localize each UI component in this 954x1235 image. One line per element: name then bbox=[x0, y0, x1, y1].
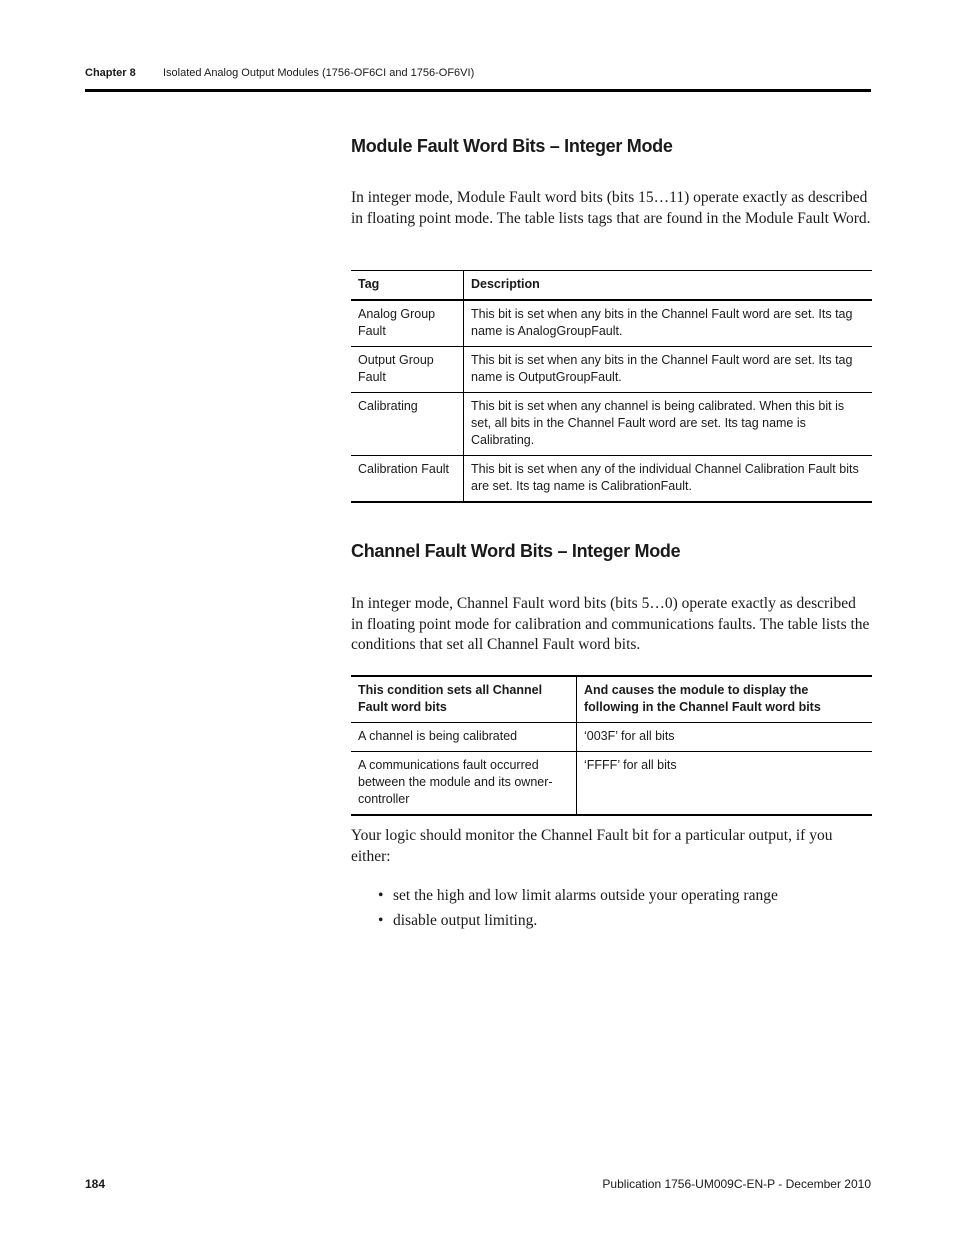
tag-cell: Calibration Fault bbox=[351, 456, 464, 503]
monitor-guidance-paragraph: Your logic should monitor the Channel Fault bit for a particular output, if you either: bbox=[351, 827, 833, 865]
section-heading-channel-fault: Channel Fault Word Bits – Integer Mode bbox=[351, 541, 681, 561]
column-header-condition: This condition sets all Channel Fault word bits bbox=[351, 676, 577, 723]
column-header-description: Description bbox=[471, 277, 540, 291]
condition-cell: A channel is being calibrated bbox=[351, 723, 577, 752]
channel-fault-conditions-table bbox=[351, 675, 872, 816]
description-cell: This bit is set when any channel is being calibrated. When this bit is set, all bits in the Channel Fault word are set. Its tag name is Calibrating. bbox=[471, 399, 845, 447]
list-item-text: disable output limiting. bbox=[393, 912, 538, 929]
description-cell: This bit is set when any bits in the Channel Fault word are set. Its tag name is OutputGroupFault. bbox=[471, 353, 853, 384]
publication-info: Publication 1756-UM009C-EN-P - December 2010 bbox=[602, 1177, 871, 1191]
condition-cell: A communications fault occurred between the module and its owner-controller bbox=[351, 752, 577, 816]
table-row bbox=[351, 723, 872, 752]
display-cell: ‘FFFF’ for all bits bbox=[584, 758, 677, 772]
header-rule bbox=[85, 89, 871, 92]
display-cell: ‘003F’ for all bits bbox=[584, 729, 675, 743]
column-header-display: And causes the module to display the following in the Channel Fault word bits bbox=[584, 683, 821, 714]
list-item bbox=[378, 911, 778, 931]
bullet-glyph: • bbox=[378, 887, 384, 904]
table-row bbox=[351, 347, 872, 393]
module-fault-intro-paragraph: In integer mode, Module Fault word bits (bits 15…11) operate exactly as described in floating point mode. The table lists tags that are found in the Module Fault Word. bbox=[351, 189, 871, 227]
table-row bbox=[351, 393, 872, 456]
list-item bbox=[378, 886, 778, 906]
description-cell: This bit is set when any bits in the Channel Fault word are set. Its tag name is AnalogGroupFault. bbox=[471, 307, 853, 338]
page-number: 184 bbox=[85, 1177, 106, 1191]
running-title: Isolated Analog Output Modules (1756-OF6CI and 1756-OF6VI) bbox=[163, 67, 475, 79]
table-row bbox=[351, 752, 872, 816]
bullet-list bbox=[378, 886, 778, 936]
chapter-label: Chapter 8 bbox=[85, 67, 136, 79]
section-heading-module-fault: Module Fault Word Bits – Integer Mode bbox=[351, 136, 673, 156]
channel-fault-intro-paragraph: In integer mode, Channel Fault word bits (bits 5…0) operate exactly as described in floating point mode for calibration and communications faults. The table lists the conditions that set all Channel Fault word bits. bbox=[351, 595, 870, 653]
tag-cell: Output Group Fault bbox=[351, 347, 464, 393]
bullet-glyph: • bbox=[378, 912, 384, 929]
tag-cell: Calibrating bbox=[351, 393, 464, 456]
table-header-row bbox=[351, 271, 872, 301]
column-header-tag: Tag bbox=[351, 271, 464, 301]
table-header-row bbox=[351, 676, 872, 723]
description-cell: This bit is set when any of the individual Channel Calibration Fault bits are set. Its tag name is CalibrationFault. bbox=[471, 462, 859, 493]
table-row bbox=[351, 456, 872, 503]
list-item-text: set the high and low limit alarms outside your operating range bbox=[393, 887, 778, 904]
module-fault-tags-table bbox=[351, 270, 872, 503]
tag-cell: Analog Group Fault bbox=[351, 300, 464, 347]
table-row bbox=[351, 300, 872, 347]
